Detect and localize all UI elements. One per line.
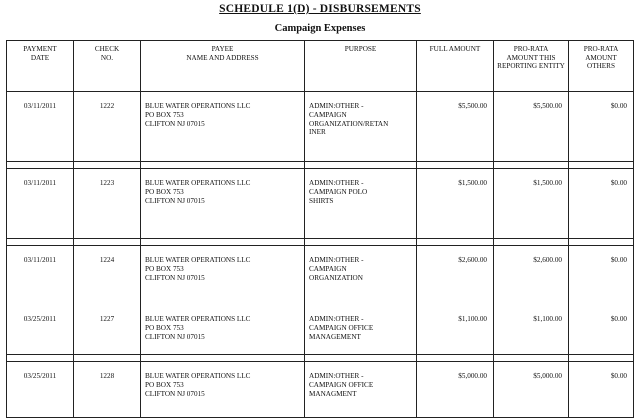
payee-line: PO BOX 753 [145, 110, 184, 119]
entry-value [74, 372, 140, 381]
purpose-line: ADMIN:OTHER - [309, 372, 364, 380]
payee-line: CLIFTON NJ 07015 [145, 273, 205, 282]
others-value: $0.00 [610, 102, 627, 110]
entry-value [417, 315, 487, 324]
payee-line: CLIFTON NJ 07015 [145, 196, 205, 205]
header-payment-date: PAYMENT DATE [7, 41, 74, 92]
full-value: $2,600.00 [458, 256, 487, 264]
purpose-line: CAMPAIGN [309, 110, 347, 119]
check-no-cell [74, 246, 141, 355]
purpose-line: ADMIN:OTHER - [309, 102, 364, 110]
purpose-line: ADMIN:OTHER - [309, 179, 364, 187]
payee-line: PO BOX 753 [145, 187, 184, 196]
payment-date-cell [7, 246, 74, 355]
payee-line: PO BOX 753 [145, 380, 184, 389]
prorata-others-cell [569, 362, 634, 418]
schedule-title: SCHEDULE 1(D) - DISBURSEMENTS [219, 3, 421, 15]
table-row [7, 362, 634, 418]
purpose-line: ORGANIZATION/RETAN [309, 119, 389, 128]
full-amount-cell [417, 362, 494, 418]
check-value: 1227 [99, 314, 115, 323]
separator-cell [141, 355, 305, 362]
prorata-entity-cell [494, 246, 569, 355]
purpose-line: MANAGMENT [309, 389, 357, 398]
header-prorata-entity: PRO-RATA AMOUNT THIS REPORTING ENTITY [494, 41, 569, 92]
date-value: 03/25/2011 [23, 372, 57, 380]
check-no-cell [74, 92, 141, 162]
header-check-no: CHECK NO. [74, 41, 141, 92]
prorata-others-cell [569, 169, 634, 239]
separator-cell [417, 355, 494, 362]
prorata-others-cell [569, 246, 634, 355]
check-value: 1222 [99, 102, 115, 110]
others-value: $0.00 [610, 256, 627, 264]
payee-line: CLIFTON NJ 07015 [145, 332, 205, 341]
purpose-cell [305, 362, 417, 418]
entry-value [145, 372, 304, 398]
separator-cell [74, 162, 141, 169]
payee-line: BLUE WATER OPERATIONS LLC [145, 256, 251, 264]
purpose-cell [305, 92, 417, 162]
payee-line: BLUE WATER OPERATIONS LLC [145, 372, 251, 380]
entry-value [7, 315, 73, 324]
purpose-cell [305, 246, 417, 355]
purpose-line: INER [309, 128, 326, 137]
entry-value [494, 256, 562, 265]
full-value: $5,500.00 [458, 102, 487, 110]
payee-line: CLIFTON NJ 07015 [145, 119, 205, 128]
separator-cell [7, 239, 74, 246]
purpose-line: CAMPAIGN [309, 264, 347, 273]
entry-value [309, 315, 416, 341]
separator-cell [569, 355, 634, 362]
purpose-line: CAMPAIGN OFFICE [309, 380, 374, 389]
payee-cell [141, 169, 305, 239]
entity-value: $1,500.00 [533, 179, 562, 187]
others-value: $0.00 [610, 372, 627, 380]
payee-cell [141, 362, 305, 418]
entry-value [74, 102, 140, 111]
separator-cell [7, 162, 74, 169]
full-amount-cell [417, 246, 494, 355]
entry-value [145, 315, 304, 341]
entity-value: $2,600.00 [533, 256, 562, 264]
separator-cell [7, 355, 74, 362]
separator-cell [305, 355, 417, 362]
payment-date-cell [7, 362, 74, 418]
date-value: 03/11/2011 [23, 102, 57, 110]
date-value: 03/11/2011 [23, 179, 57, 187]
table-row [7, 169, 634, 239]
prorata-entity-cell [494, 169, 569, 239]
purpose-line: ADMIN:OTHER - [309, 315, 364, 324]
entry-value [494, 315, 562, 324]
entry-value [494, 372, 562, 381]
entry-value [309, 256, 416, 282]
entry-value [417, 179, 487, 188]
purpose-line: ADMIN:OTHER - [309, 256, 364, 264]
separator-cell [494, 355, 569, 362]
payment-date-cell [7, 169, 74, 239]
row-separator [7, 239, 634, 246]
purpose-line: CAMPAIGN POLO [309, 187, 368, 196]
separator-cell [417, 162, 494, 169]
disbursements-table [6, 40, 634, 418]
header-purpose: PURPOSE [305, 41, 417, 92]
entry-value [74, 256, 140, 265]
others-value: $0.00 [610, 179, 627, 187]
entry-value [569, 315, 627, 324]
separator-cell [494, 162, 569, 169]
payee-line: PO BOX 753 [145, 323, 184, 332]
separator-cell [569, 239, 634, 246]
table-row [7, 246, 634, 355]
entry-value [569, 256, 627, 265]
separator-cell [305, 162, 417, 169]
purpose-line: MANAGEMENT [309, 332, 361, 341]
date-value: 03/25/2011 [23, 314, 57, 323]
entity-value: $1,100.00 [533, 314, 562, 323]
entry-value [417, 372, 487, 381]
entry-value [145, 102, 304, 128]
check-value: 1228 [99, 372, 115, 380]
separator-cell [141, 239, 305, 246]
table-row [7, 92, 634, 162]
full-value: $1,100.00 [458, 314, 487, 323]
entry-value [494, 179, 562, 188]
section-subtitle: Campaign Expenses [274, 23, 366, 34]
entry-value [74, 179, 140, 188]
entry-value [7, 372, 73, 381]
entry-value [494, 102, 562, 111]
entry-value [7, 102, 73, 111]
prorata-entity-cell [494, 362, 569, 418]
purpose-line: ORGANIZATION [309, 273, 363, 282]
header-payee: PAYEE NAME AND ADDRESS [141, 41, 305, 92]
entry-value [569, 179, 627, 188]
entry-value [74, 315, 140, 324]
row-separator [7, 162, 634, 169]
entry-value [309, 179, 416, 205]
separator-cell [417, 239, 494, 246]
check-value: 1224 [99, 256, 115, 264]
payee-line: BLUE WATER OPERATIONS LLC [145, 102, 251, 110]
entity-value: $5,000.00 [533, 372, 562, 380]
payee-line: BLUE WATER OPERATIONS LLC [145, 179, 251, 187]
payee-cell [141, 246, 305, 355]
purpose-line: SHIRTS [309, 196, 334, 205]
entry-value [309, 102, 416, 137]
separator-cell [569, 162, 634, 169]
others-value: $0.00 [610, 314, 627, 323]
entry-value [417, 102, 487, 111]
prorata-entity-cell [494, 92, 569, 162]
entry-value [145, 256, 304, 282]
entity-value: $5,500.00 [533, 102, 562, 110]
payee-line: BLUE WATER OPERATIONS LLC [145, 315, 251, 324]
separator-cell [494, 239, 569, 246]
payee-line: PO BOX 753 [145, 264, 184, 273]
full-amount-cell [417, 92, 494, 162]
purpose-cell [305, 169, 417, 239]
purpose-line: CAMPAIGN OFFICE [309, 323, 374, 332]
header-full-amount: FULL AMOUNT [417, 41, 494, 92]
separator-cell [74, 239, 141, 246]
entry-value [145, 179, 304, 205]
separator-cell [305, 239, 417, 246]
full-value: $1,500.00 [458, 179, 487, 187]
full-amount-cell [417, 169, 494, 239]
date-value: 03/11/2011 [23, 256, 57, 264]
row-separator [7, 355, 634, 362]
separator-cell [141, 162, 305, 169]
entry-value [309, 372, 416, 398]
check-no-cell [74, 362, 141, 418]
payment-date-cell [7, 92, 74, 162]
entry-value [7, 256, 73, 265]
entry-value [417, 256, 487, 265]
prorata-others-cell [569, 92, 634, 162]
separator-cell [74, 355, 141, 362]
table-header-row [7, 41, 634, 92]
full-value: $5,000.00 [458, 372, 487, 380]
entry-value [7, 179, 73, 188]
check-value: 1223 [99, 179, 115, 187]
check-no-cell [74, 169, 141, 239]
header-prorata-others: PRO-RATA AMOUNT OTHERS [569, 41, 634, 92]
payee-line: CLIFTON NJ 07015 [145, 389, 205, 398]
entry-value [569, 372, 627, 381]
payee-cell [141, 92, 305, 162]
entry-value [569, 102, 627, 111]
